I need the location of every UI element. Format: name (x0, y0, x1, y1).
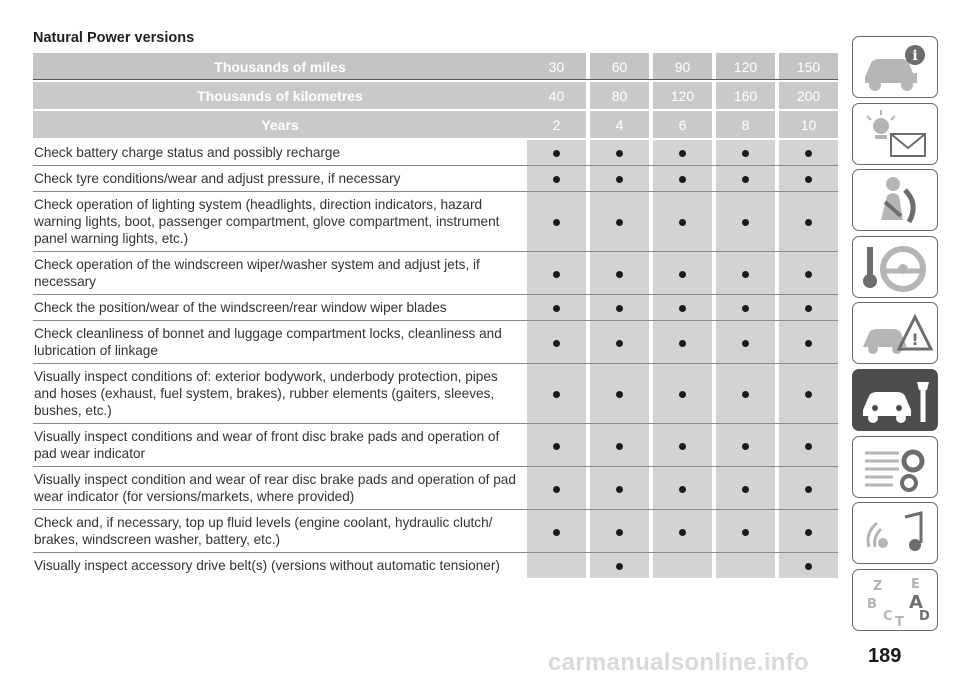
scheduled-dot-icon (679, 486, 686, 493)
header-label: Thousands of kilometres (33, 82, 527, 111)
scheduled-dot-icon (553, 219, 560, 226)
scheduled-dot-icon (679, 340, 686, 347)
header-value: 10 (779, 111, 838, 140)
chapter-tab[interactable] (852, 302, 938, 364)
header-value: 120 (653, 82, 712, 111)
header-value: 90 (653, 53, 712, 82)
chapter-tab[interactable] (852, 502, 938, 564)
index-letter: C (883, 609, 893, 624)
scheduled-dot-icon (805, 271, 812, 278)
interval-cell (779, 424, 838, 467)
scheduled-dot-icon (553, 176, 560, 183)
table-row (33, 510, 838, 553)
task-description: Check the position/wear of the windscreen/rear window wiper blades (33, 295, 522, 321)
task-description: Check operation of the windscreen wiper/washer system and adjust jets, if necessary (33, 252, 522, 295)
car-maintenance-icon (853, 370, 939, 432)
interval-cell (716, 467, 775, 510)
scheduled-dot-icon (679, 391, 686, 398)
page-number: 189 (868, 645, 902, 667)
interval-cell (590, 321, 649, 364)
header-value: 60 (590, 53, 649, 82)
interval-cell (527, 192, 586, 252)
interval-cell (527, 467, 586, 510)
interval-cell (779, 140, 838, 166)
scheduled-dot-icon (616, 443, 623, 450)
interval-cell (716, 364, 775, 424)
header-value: 80 (590, 82, 649, 111)
scheduled-dot-icon (679, 150, 686, 157)
scheduled-dot-icon (805, 563, 812, 570)
scheduled-dot-icon (742, 443, 749, 450)
index-letter: Z (873, 579, 883, 594)
interval-cell (716, 553, 775, 578)
interval-cell (653, 467, 712, 510)
interval-cell (590, 364, 649, 424)
interval-cell (590, 192, 649, 252)
scheduled-dot-icon (679, 176, 686, 183)
interval-cell (779, 166, 838, 192)
interval-cell (653, 295, 712, 321)
scheduled-dot-icon (742, 340, 749, 347)
scheduled-dot-icon (805, 340, 812, 347)
interval-cell (779, 192, 838, 252)
section-title: Natural Power versions (33, 30, 195, 46)
scheduled-dot-icon (616, 563, 623, 570)
header-label: Thousands of miles (33, 53, 527, 82)
header-label: Years (33, 111, 527, 140)
interval-cell (716, 166, 775, 192)
scheduled-dot-icon (742, 271, 749, 278)
interval-cell (590, 295, 649, 321)
interval-cell (779, 364, 838, 424)
table-row (33, 166, 838, 192)
interval-cell (527, 140, 586, 166)
interval-cell (716, 295, 775, 321)
interval-cell (527, 510, 586, 553)
steering-wheel-key-icon (853, 237, 939, 299)
scheduled-dot-icon (553, 271, 560, 278)
task-description: Check and, if necessary, top up fluid levels (engine coolant, hydraulic clutch/ brakes, windscreen washer, battery, etc.) (33, 510, 522, 553)
table-row (33, 192, 838, 252)
scheduled-dot-icon (679, 305, 686, 312)
interval-cell (653, 192, 712, 252)
chapter-tab[interactable] (852, 369, 938, 431)
interval-cell (527, 424, 586, 467)
interval-cell (779, 510, 838, 553)
task-description: Visually inspect conditions of: exterior bodywork, underbody protection, pipes and hoses (exhaust, fuel system, brakes), rubber elements (gaiters, sleeves, bushes, etc.) (33, 364, 522, 424)
interval-cell (527, 252, 586, 295)
header-row (33, 111, 838, 140)
scheduled-dot-icon (742, 150, 749, 157)
scheduled-dot-icon (553, 340, 560, 347)
scheduled-dot-icon (553, 150, 560, 157)
interval-cell (590, 424, 649, 467)
header-value: 8 (716, 111, 775, 140)
table-row (33, 424, 838, 467)
interval-cell (716, 192, 775, 252)
car-emergency-icon (853, 303, 939, 365)
interval-cell (527, 364, 586, 424)
scheduled-dot-icon (742, 219, 749, 226)
interval-cell (716, 252, 775, 295)
scheduled-dot-icon (616, 271, 623, 278)
task-description: Visually inspect accessory drive belt(s) (versions without automatic tensioner) (33, 553, 522, 578)
interval-cell (779, 553, 838, 578)
header-value: 120 (716, 53, 775, 82)
scheduled-dot-icon (742, 529, 749, 536)
interval-cell (653, 321, 712, 364)
interval-cell (716, 510, 775, 553)
interval-cell (653, 510, 712, 553)
interval-cell (653, 424, 712, 467)
interval-cell (779, 321, 838, 364)
table-row (33, 140, 838, 166)
index-letter: B (867, 597, 877, 612)
interval-cell (590, 252, 649, 295)
interval-cell (590, 166, 649, 192)
scheduled-dot-icon (805, 486, 812, 493)
scheduled-dot-icon (805, 305, 812, 312)
chapter-tab[interactable] (852, 169, 938, 231)
table-row (33, 553, 838, 578)
interval-cell (590, 510, 649, 553)
table-row (33, 252, 838, 295)
interval-cell (590, 467, 649, 510)
scheduled-dot-icon (742, 305, 749, 312)
interval-cell (716, 140, 775, 166)
car-info-icon (853, 37, 939, 99)
interval-cell (527, 321, 586, 364)
watermark: carmanualsonline.info (548, 649, 810, 676)
scheduled-dot-icon (805, 529, 812, 536)
svg-text:i: i (912, 48, 918, 64)
interval-cell (527, 553, 586, 578)
header-value: 200 (779, 82, 838, 111)
specifications-gear-icon (853, 437, 939, 499)
interval-cell (716, 424, 775, 467)
svg-text:!: ! (911, 330, 919, 349)
task-description: Check operation of lighting system (headlights, direction indicators, hazard warning lights, boot, passenger compartment, glove compartment, instrument panel warning lights, etc.) (33, 192, 522, 252)
interval-cell (779, 252, 838, 295)
interval-cell (653, 252, 712, 295)
scheduled-dot-icon (805, 150, 812, 157)
index-letter: A (909, 592, 923, 613)
task-description: Check cleanliness of bonnet and luggage compartment locks, cleanliness and lubrication of linkage (33, 321, 522, 364)
seat-safety-icon (853, 170, 939, 232)
interval-cell (653, 553, 712, 578)
scheduled-dot-icon (805, 443, 812, 450)
chapter-tab[interactable] (852, 436, 938, 498)
header-value: 4 (590, 111, 649, 140)
scheduled-dot-icon (616, 305, 623, 312)
chapter-tab[interactable] (852, 103, 938, 165)
maintenance-schedule-table (33, 53, 838, 578)
warning-lights-message-icon (853, 104, 939, 166)
index-letter: D (919, 609, 930, 624)
index-letter: E (911, 577, 920, 592)
interval-cell (779, 295, 838, 321)
task-description: Visually inspect condition and wear of rear disc brake pads and operation of pad wear indicator (for versions/markets, where provided) (33, 467, 522, 510)
header-value: 2 (527, 111, 586, 140)
header-value: 160 (716, 82, 775, 111)
scheduled-dot-icon (553, 305, 560, 312)
scheduled-dot-icon (616, 150, 623, 157)
task-description: Check tyre conditions/wear and adjust pressure, if necessary (33, 166, 522, 192)
scheduled-dot-icon (679, 219, 686, 226)
scheduled-dot-icon (553, 391, 560, 398)
header-value: 40 (527, 82, 586, 111)
multimedia-icon (853, 503, 939, 565)
header-row (33, 82, 838, 111)
interval-cell (527, 166, 586, 192)
scheduled-dot-icon (805, 176, 812, 183)
interval-cell (590, 140, 649, 166)
interval-cell (653, 166, 712, 192)
scheduled-dot-icon (742, 486, 749, 493)
table-row (33, 295, 838, 321)
task-description: Visually inspect conditions and wear of front disc brake pads and operation of pad wear indicator (33, 424, 522, 467)
index-letter: T (895, 615, 904, 630)
header-value: 6 (653, 111, 712, 140)
header-value: 30 (527, 53, 586, 82)
task-description: Check battery charge status and possibly recharge (33, 140, 522, 166)
header-row (33, 53, 838, 82)
scheduled-dot-icon (553, 529, 560, 536)
scheduled-dot-icon (616, 340, 623, 347)
interval-cell (653, 364, 712, 424)
alphabetical-index-icon (853, 570, 939, 632)
scheduled-dot-icon (616, 176, 623, 183)
table-row (33, 364, 838, 424)
scheduled-dot-icon (616, 219, 623, 226)
scheduled-dot-icon (742, 391, 749, 398)
scheduled-dot-icon (553, 486, 560, 493)
scheduled-dot-icon (679, 529, 686, 536)
interval-cell (779, 467, 838, 510)
interval-cell (653, 140, 712, 166)
table-row (33, 321, 838, 364)
chapter-tab[interactable] (852, 569, 938, 631)
interval-cell (590, 553, 649, 578)
scheduled-dot-icon (616, 486, 623, 493)
chapter-tab[interactable] (852, 236, 938, 298)
scheduled-dot-icon (553, 443, 560, 450)
scheduled-dot-icon (742, 176, 749, 183)
scheduled-dot-icon (805, 391, 812, 398)
scheduled-dot-icon (679, 271, 686, 278)
scheduled-dot-icon (616, 391, 623, 398)
scheduled-dot-icon (679, 443, 686, 450)
scheduled-dot-icon (616, 529, 623, 536)
interval-cell (716, 321, 775, 364)
interval-cell (527, 295, 586, 321)
scheduled-dot-icon (805, 219, 812, 226)
table-row (33, 467, 838, 510)
chapter-tab[interactable] (852, 36, 938, 98)
header-value: 150 (779, 53, 838, 82)
